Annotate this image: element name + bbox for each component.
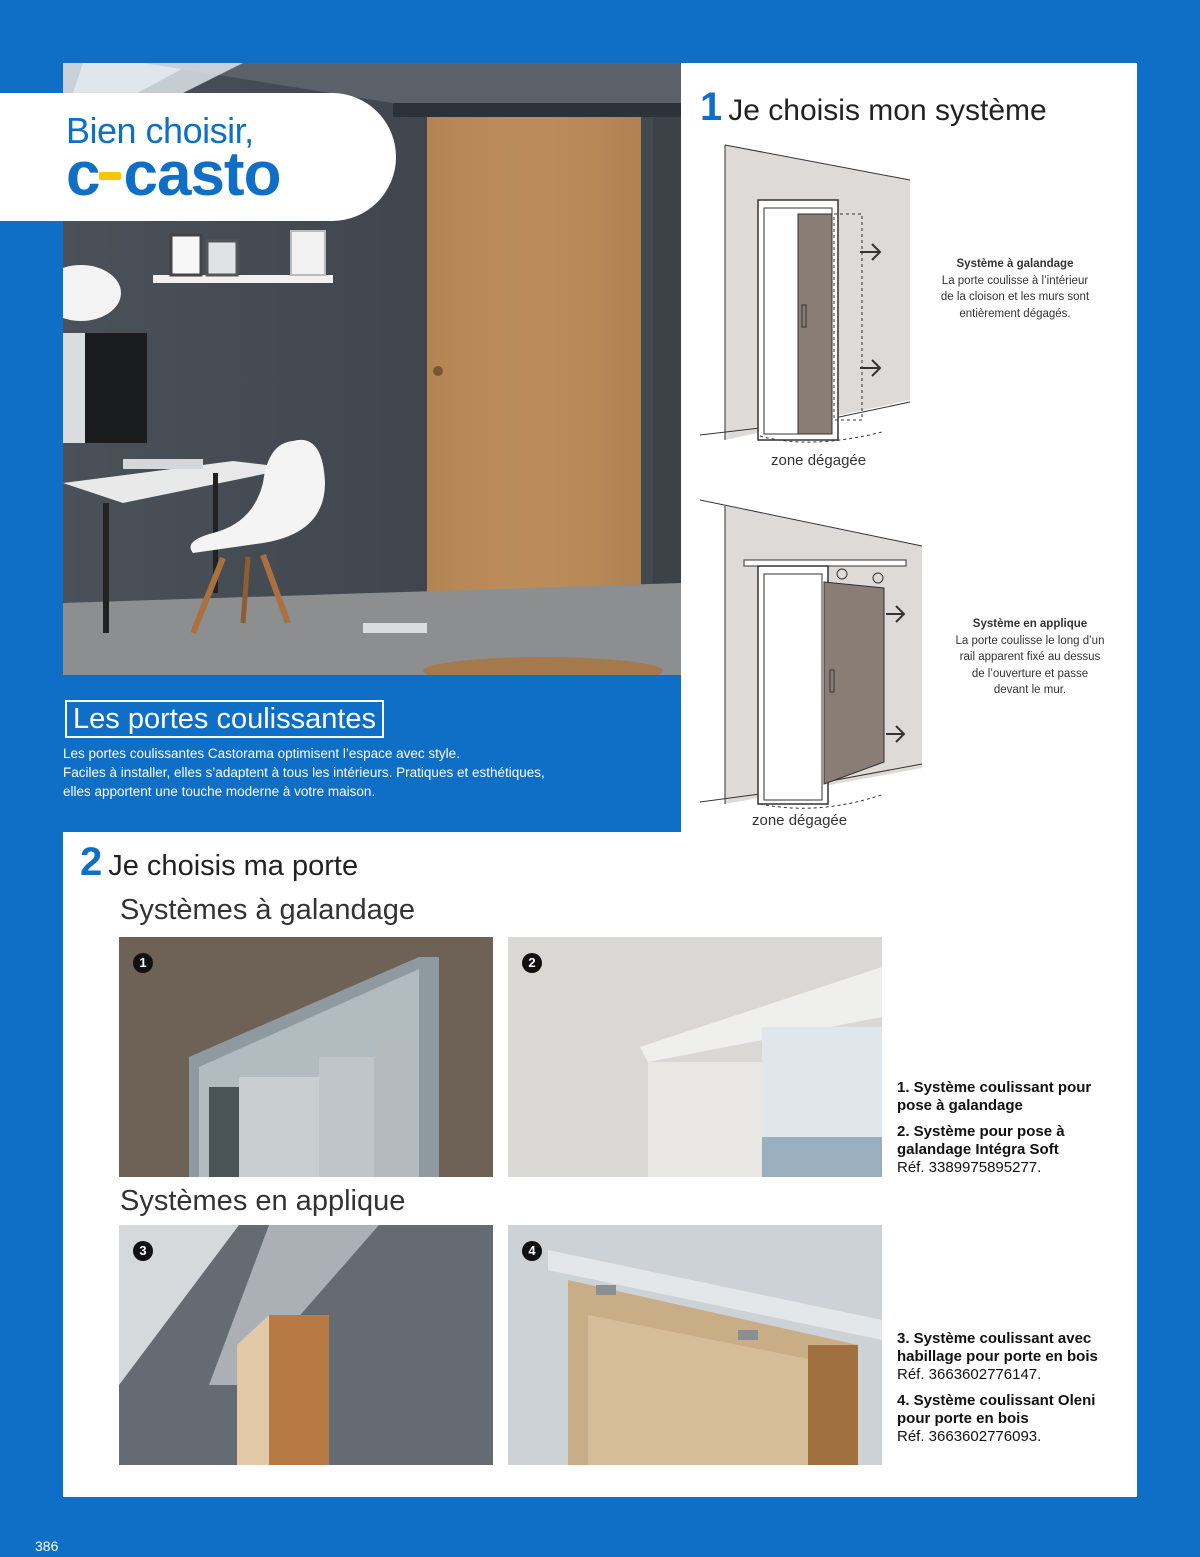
product-name: 2. Système pour pose à galandage Intégra Soft — [897, 1123, 1065, 1158]
applique-subheading: Systèmes en applique — [120, 1185, 406, 1217]
intro-line: Les portes coulissantes Castorama optimisent l’espace avec style. — [63, 746, 460, 761]
step2-number: 2 — [80, 840, 103, 884]
galandage-zone-label: zone dégagée — [771, 452, 867, 469]
product-photo-4 — [508, 1225, 882, 1465]
brand-logo — [66, 140, 280, 210]
step2-heading — [80, 840, 358, 885]
section-title: Les portes coulissantes — [65, 700, 384, 738]
applique-caption-title: Système en applique — [972, 618, 1088, 630]
badge-1: 1 — [133, 953, 153, 973]
product-ref: Réf. 3389975895277. — [897, 1159, 1042, 1176]
products-galandage — [897, 1079, 1117, 1185]
intro-line: elles apportent une touche moderne à votre maison. — [63, 784, 376, 799]
product-item — [897, 1123, 1117, 1177]
product-item — [897, 1392, 1117, 1446]
galandage-caption-title: Système à galandage — [956, 258, 1074, 270]
caption-line: de la cloison et les murs sont — [940, 291, 1090, 303]
product-item — [897, 1079, 1117, 1115]
brand-logo-casto: casto — [123, 140, 281, 209]
brand-tagline: Bien choisir, — [66, 110, 254, 151]
product-name: 1. Système coulissant pour pose à galandage — [897, 1079, 1092, 1114]
galandage-subheading: Systèmes à galandage — [120, 894, 416, 926]
product-name: 3. Système coulissant avec habillage pour porte en bois — [897, 1330, 1098, 1365]
caption-line: La porte coulisse à l’intérieur — [941, 274, 1089, 287]
page-number: 386 — [35, 1538, 59, 1554]
galandage-caption — [920, 256, 1110, 322]
caption-line: La porte coulisse le long d’un — [955, 634, 1105, 647]
caption-line: rail apparent fixé au dessus — [959, 651, 1101, 663]
products-applique — [897, 1330, 1117, 1454]
product-ref: Réf. 3663602776093. — [897, 1428, 1042, 1445]
intro-line: Faciles à installer, elles s’adaptent à tous les intérieurs. Pratiques et esthétiques, — [63, 765, 545, 780]
galandage-diagram — [700, 140, 930, 460]
product-item — [897, 1330, 1117, 1384]
applique-zone-label: zone dégagée — [752, 812, 848, 829]
applique-caption — [935, 616, 1125, 699]
badge-2: 2 — [522, 953, 542, 973]
product-photo-1 — [119, 937, 493, 1177]
product-photo-3 — [119, 1225, 493, 1465]
step1-title: Je choisis mon système — [728, 94, 1047, 127]
badge-4: 4 — [522, 1241, 542, 1261]
product-name: 4. Système coulissant Oleni pour porte en bois — [897, 1392, 1096, 1427]
caption-line: de l’ouverture et passe — [971, 667, 1089, 680]
caption-line: devant le mur. — [993, 684, 1067, 696]
step1-number: 1 — [700, 85, 723, 129]
step1-heading — [700, 85, 1047, 130]
product-photo-2 — [508, 937, 882, 1177]
brand-logo-c: c — [66, 140, 100, 209]
brand-dash-icon — [99, 172, 121, 180]
caption-line: entièrement dégagés. — [959, 307, 1071, 320]
badge-3: 3 — [133, 1241, 153, 1261]
applique-diagram — [700, 498, 930, 818]
intro-text — [63, 744, 663, 801]
product-ref: Réf. 3663602776147. — [897, 1366, 1042, 1383]
step2-title: Je choisis ma porte — [108, 850, 359, 882]
